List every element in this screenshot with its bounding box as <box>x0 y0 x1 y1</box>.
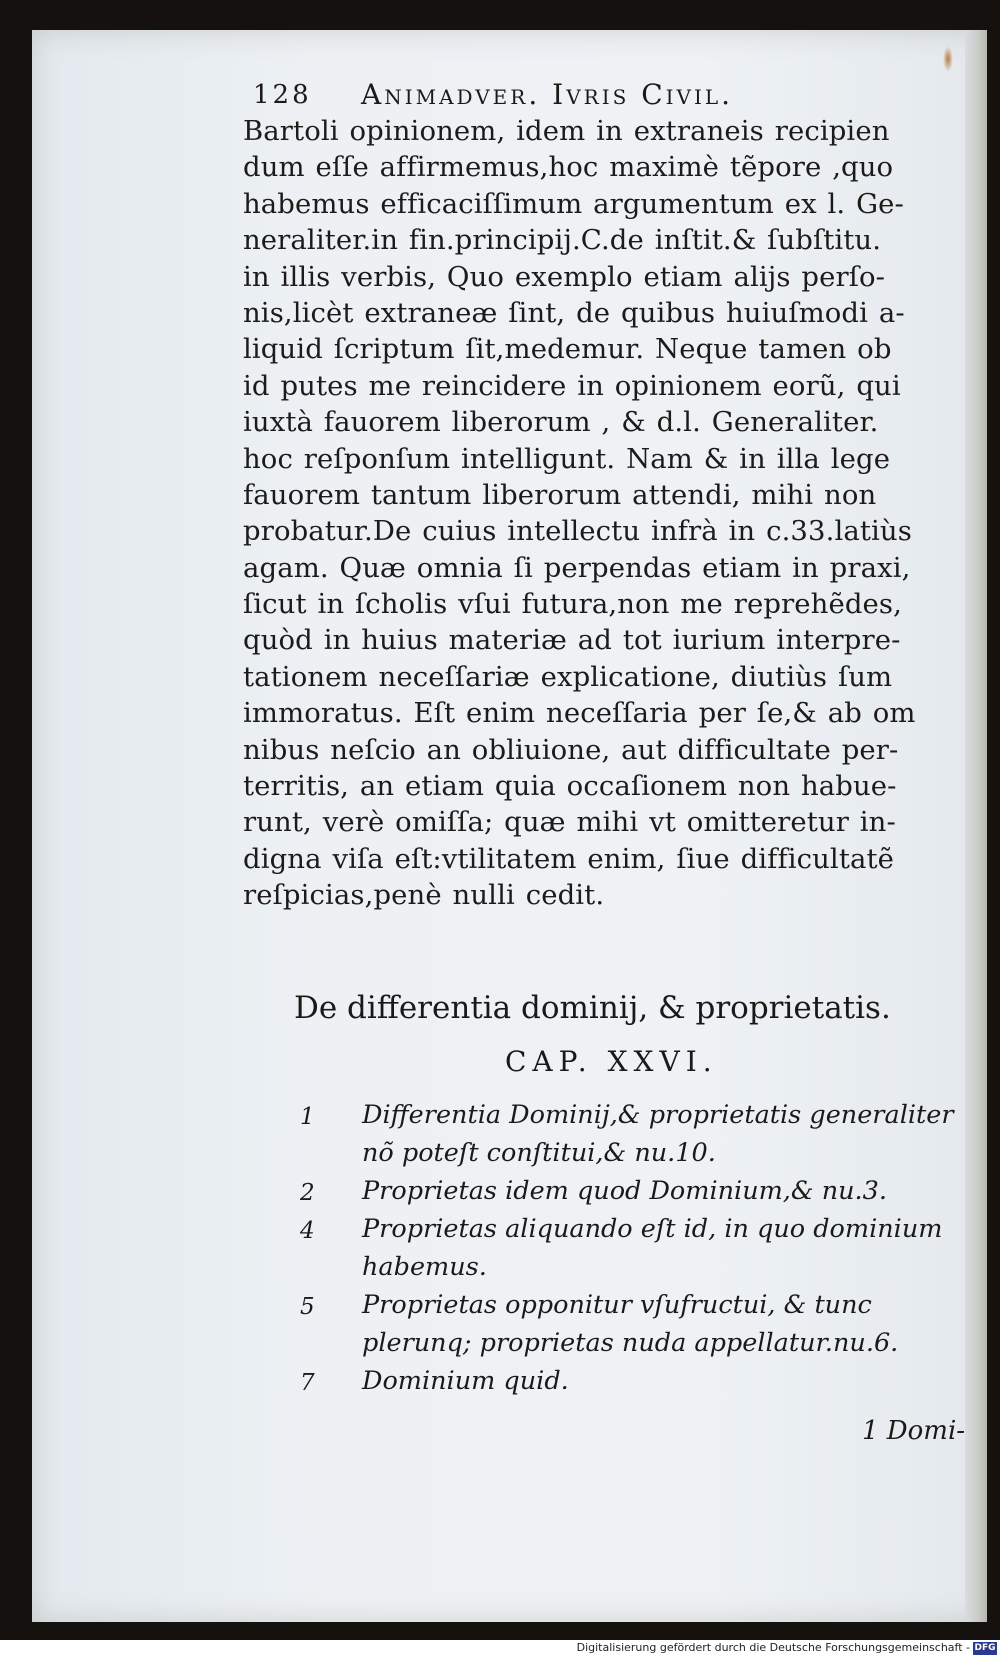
paper-stain <box>943 46 953 72</box>
text-line: iuxtà fauorem liberorum , & d.l. Generaliter. <box>243 406 879 439</box>
digitization-footer <box>0 1640 1000 1658</box>
text-line: territis, an etiam quia occaſionem non habue- <box>243 770 897 803</box>
summary-item <box>300 1172 960 1210</box>
text-line: digna viſa eſt:vtilitatem enim, ſiue difficultatẽ <box>243 842 894 875</box>
catchword: 1 Domi- <box>862 1416 966 1446</box>
text-line: neraliter.in fin.principij.C.de inſtit.& ſubſtitu. <box>243 224 882 257</box>
summary-item-number: 1 <box>300 1104 315 1130</box>
text-line: ſicut in ſcholis vſui futura,non me reprehẽdes, <box>243 588 902 621</box>
page-edge <box>965 30 987 1622</box>
text-line: fauorem tantum liberorum attendi, mihi non <box>243 478 877 511</box>
folio-number: 128 <box>253 80 312 110</box>
summary-item-number: 7 <box>300 1370 315 1396</box>
chapter-number: CAP. XXVI. <box>505 1045 718 1078</box>
summary-item <box>300 1096 960 1172</box>
summary-item-text: Differentia Dominij,& proprietatis generaliter nõ poteſt conſtitui,& nu.10. <box>362 1100 954 1168</box>
text-line: dum eſſe affirmemus,hoc maximè tẽpore ,quo <box>243 151 894 184</box>
summary-item-number: 2 <box>300 1180 315 1206</box>
summary-item-text: Proprietas idem quod Dominium,& nu.3. <box>362 1176 887 1206</box>
dfg-logo-icon: DFG <box>974 1643 996 1653</box>
summary-item <box>300 1210 960 1286</box>
running-title: Animadver. Ivris Civil. <box>361 78 734 111</box>
chapter-heading: De differentia dominij, & proprietatis. <box>294 990 891 1026</box>
text-line: Bartoli opinionem, idem in extraneis recipien <box>243 115 890 147</box>
text-line: nibus neſcio an obliuione, aut difficultate per- <box>243 733 899 766</box>
summary-item-text: Proprietas opponitur vſufructui, & tunc plerunq; proprietas nuda appellatur.nu.6. <box>362 1290 899 1358</box>
body-text <box>243 113 933 914</box>
summary-item-text: Proprietas aliquando eſt id, in quo dominium habemus. <box>362 1214 943 1282</box>
text-line: probatur.De cuius intellectu infrà in c.33.latiùs <box>243 515 912 548</box>
summary-item <box>300 1286 960 1362</box>
text-line: id putes me reincidere in opinionem eorũ, qui <box>243 369 901 402</box>
text-line: agam. Quæ omnia ſi perpendas etiam in praxi, <box>243 551 911 584</box>
text-line: quòd in huius materiæ ad tot iurium interpre- <box>243 624 901 657</box>
text-line: tationem neceſſariæ explicatione, diutiùs ſum <box>243 660 893 693</box>
text-line: hoc reſponſum intelligunt. Nam & in illa lege <box>243 442 891 475</box>
text-line: liquid ſcriptum ſit,medemur. Neque tamen ob <box>243 333 892 366</box>
summary-item-number: 4 <box>300 1218 315 1244</box>
text-line: immoratus. Eſt enim neceſſaria per ſe,& ab om <box>243 697 916 730</box>
running-head <box>253 78 893 118</box>
text-line: habemus efficaciſſimum argumentum ex l. Ge- <box>243 187 904 220</box>
summary-item <box>300 1362 960 1400</box>
text-line: reſpicias,penè nulli cedit. <box>243 879 605 912</box>
text-line: nis,licèt extraneæ ſint, de quibus huiuſmodi a- <box>243 296 905 329</box>
text-line: runt, verè omiſſa; quæ mihi vt omitteretur in- <box>243 806 896 839</box>
summary-item-text: Dominium quid. <box>362 1366 569 1396</box>
text-line: in illis verbis, Quo exemplo etiam alijs perſo- <box>243 260 886 293</box>
funding-credit: Digitalisierung gefördert durch die Deutsche Forschungsgemeinschaft - <box>576 1641 970 1654</box>
chapter-summary <box>300 1096 960 1400</box>
summary-item-number: 5 <box>300 1294 315 1320</box>
